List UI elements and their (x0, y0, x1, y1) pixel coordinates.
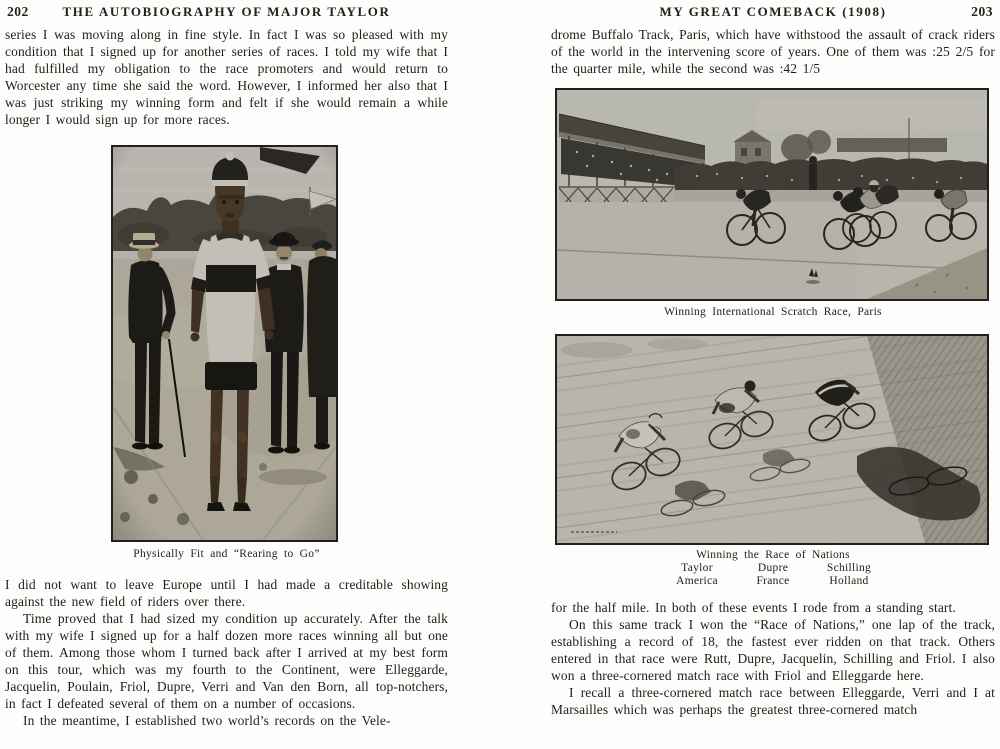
right-running-title: MY GREAT COMEBACK (1908) (659, 4, 887, 19)
caption-country: America (676, 575, 718, 587)
left-paragraph-continuation (5, 26, 448, 128)
photo-illustration (557, 336, 987, 543)
caption-name: Taylor (681, 562, 713, 574)
paragraph: Time proved that I had sized my condition up accurately. After the talk with my wife I signed up for a half dozen more races winning all but one of them. Among those whom I turned back after I arrived at my best form on this tour, which was my fourth to the Continent, were Elleggarde, Jacquelin, Poulain, Friol, Dupre, Verri and Van den Born, all top-notchers, in fact I defeated several of them on a number of occasions. (5, 611, 448, 711)
caption-name: Dupre (757, 562, 789, 574)
caption-country: Holland (829, 575, 869, 587)
caption-names-row (551, 562, 995, 575)
figure-caption: Physically Fit and “Rearing to Go” (133, 548, 320, 560)
figure-caption-group (551, 549, 995, 588)
left-running-title: THE AUTOBIOGRAPHY OF MAJOR TAYLOR (62, 4, 391, 19)
right-running-head (551, 4, 995, 21)
photo-illustration (557, 90, 987, 299)
paragraph: for the half mile. In both of these events I rode from a standing start. (551, 600, 956, 615)
left-lower-text (5, 576, 448, 729)
paragraph: drome Buffalo Track, Paris, which have withstood the assault of crack riders of the world in the intervening score of years. One of them was :25 2/5 for the quarter mile, while the second was :42 1/5 (551, 27, 995, 76)
caption-country: France (756, 575, 790, 587)
caption-title: Winning the Race of Nations (696, 549, 850, 561)
paragraph: I did not want to leave Europe until I had made a creditable showing against the new field of riders over there. (5, 577, 448, 609)
paragraph: On this same track I won the “Race of Nations,” one lap of the track, establishing a record of 18, the fastest ever ridden on that track. Others entered in that race were Rutt, Dupre, Jacquelin, Schilling and Friol. I also won a three-cornered match race with Friol and Elleggarde here. (551, 617, 995, 683)
figure-caption: Winning International Scratch Race, Paris (664, 306, 882, 318)
left-running-head (5, 4, 448, 21)
right-page-number: 203 (971, 4, 993, 19)
right-lower-text (551, 599, 995, 718)
paragraph: series I was moving along in fine style. In fact I was so pleased with my condition that I signed up for another series of races. I told my wife that I had fulfilled my obligation to the race promoters and would return to Worcester any time she said the word. However, I informed her also that I was just striking my winning form and felt if she would remain a while longer I would sign up for more races. (5, 27, 448, 127)
paragraph: I recall a three-cornered match race between Elleggarde, Verri and I at Marsailles which was perhaps the greatest three-cornered match (551, 685, 995, 717)
right-paragraph-continuation (551, 26, 995, 77)
caption-countries-row (551, 575, 995, 588)
left-page-number: 202 (7, 4, 29, 19)
photo-race-of-nations (555, 334, 989, 545)
photo-major-taylor-portrait (111, 145, 338, 542)
right-page (551, 0, 995, 749)
caption-name: Schilling (826, 562, 872, 574)
photo-illustration (113, 147, 336, 540)
left-page (5, 0, 448, 749)
paragraph: In the meantime, I established two world’s records on the Vele- (23, 713, 391, 728)
photo-scratch-race-paris (555, 88, 989, 301)
